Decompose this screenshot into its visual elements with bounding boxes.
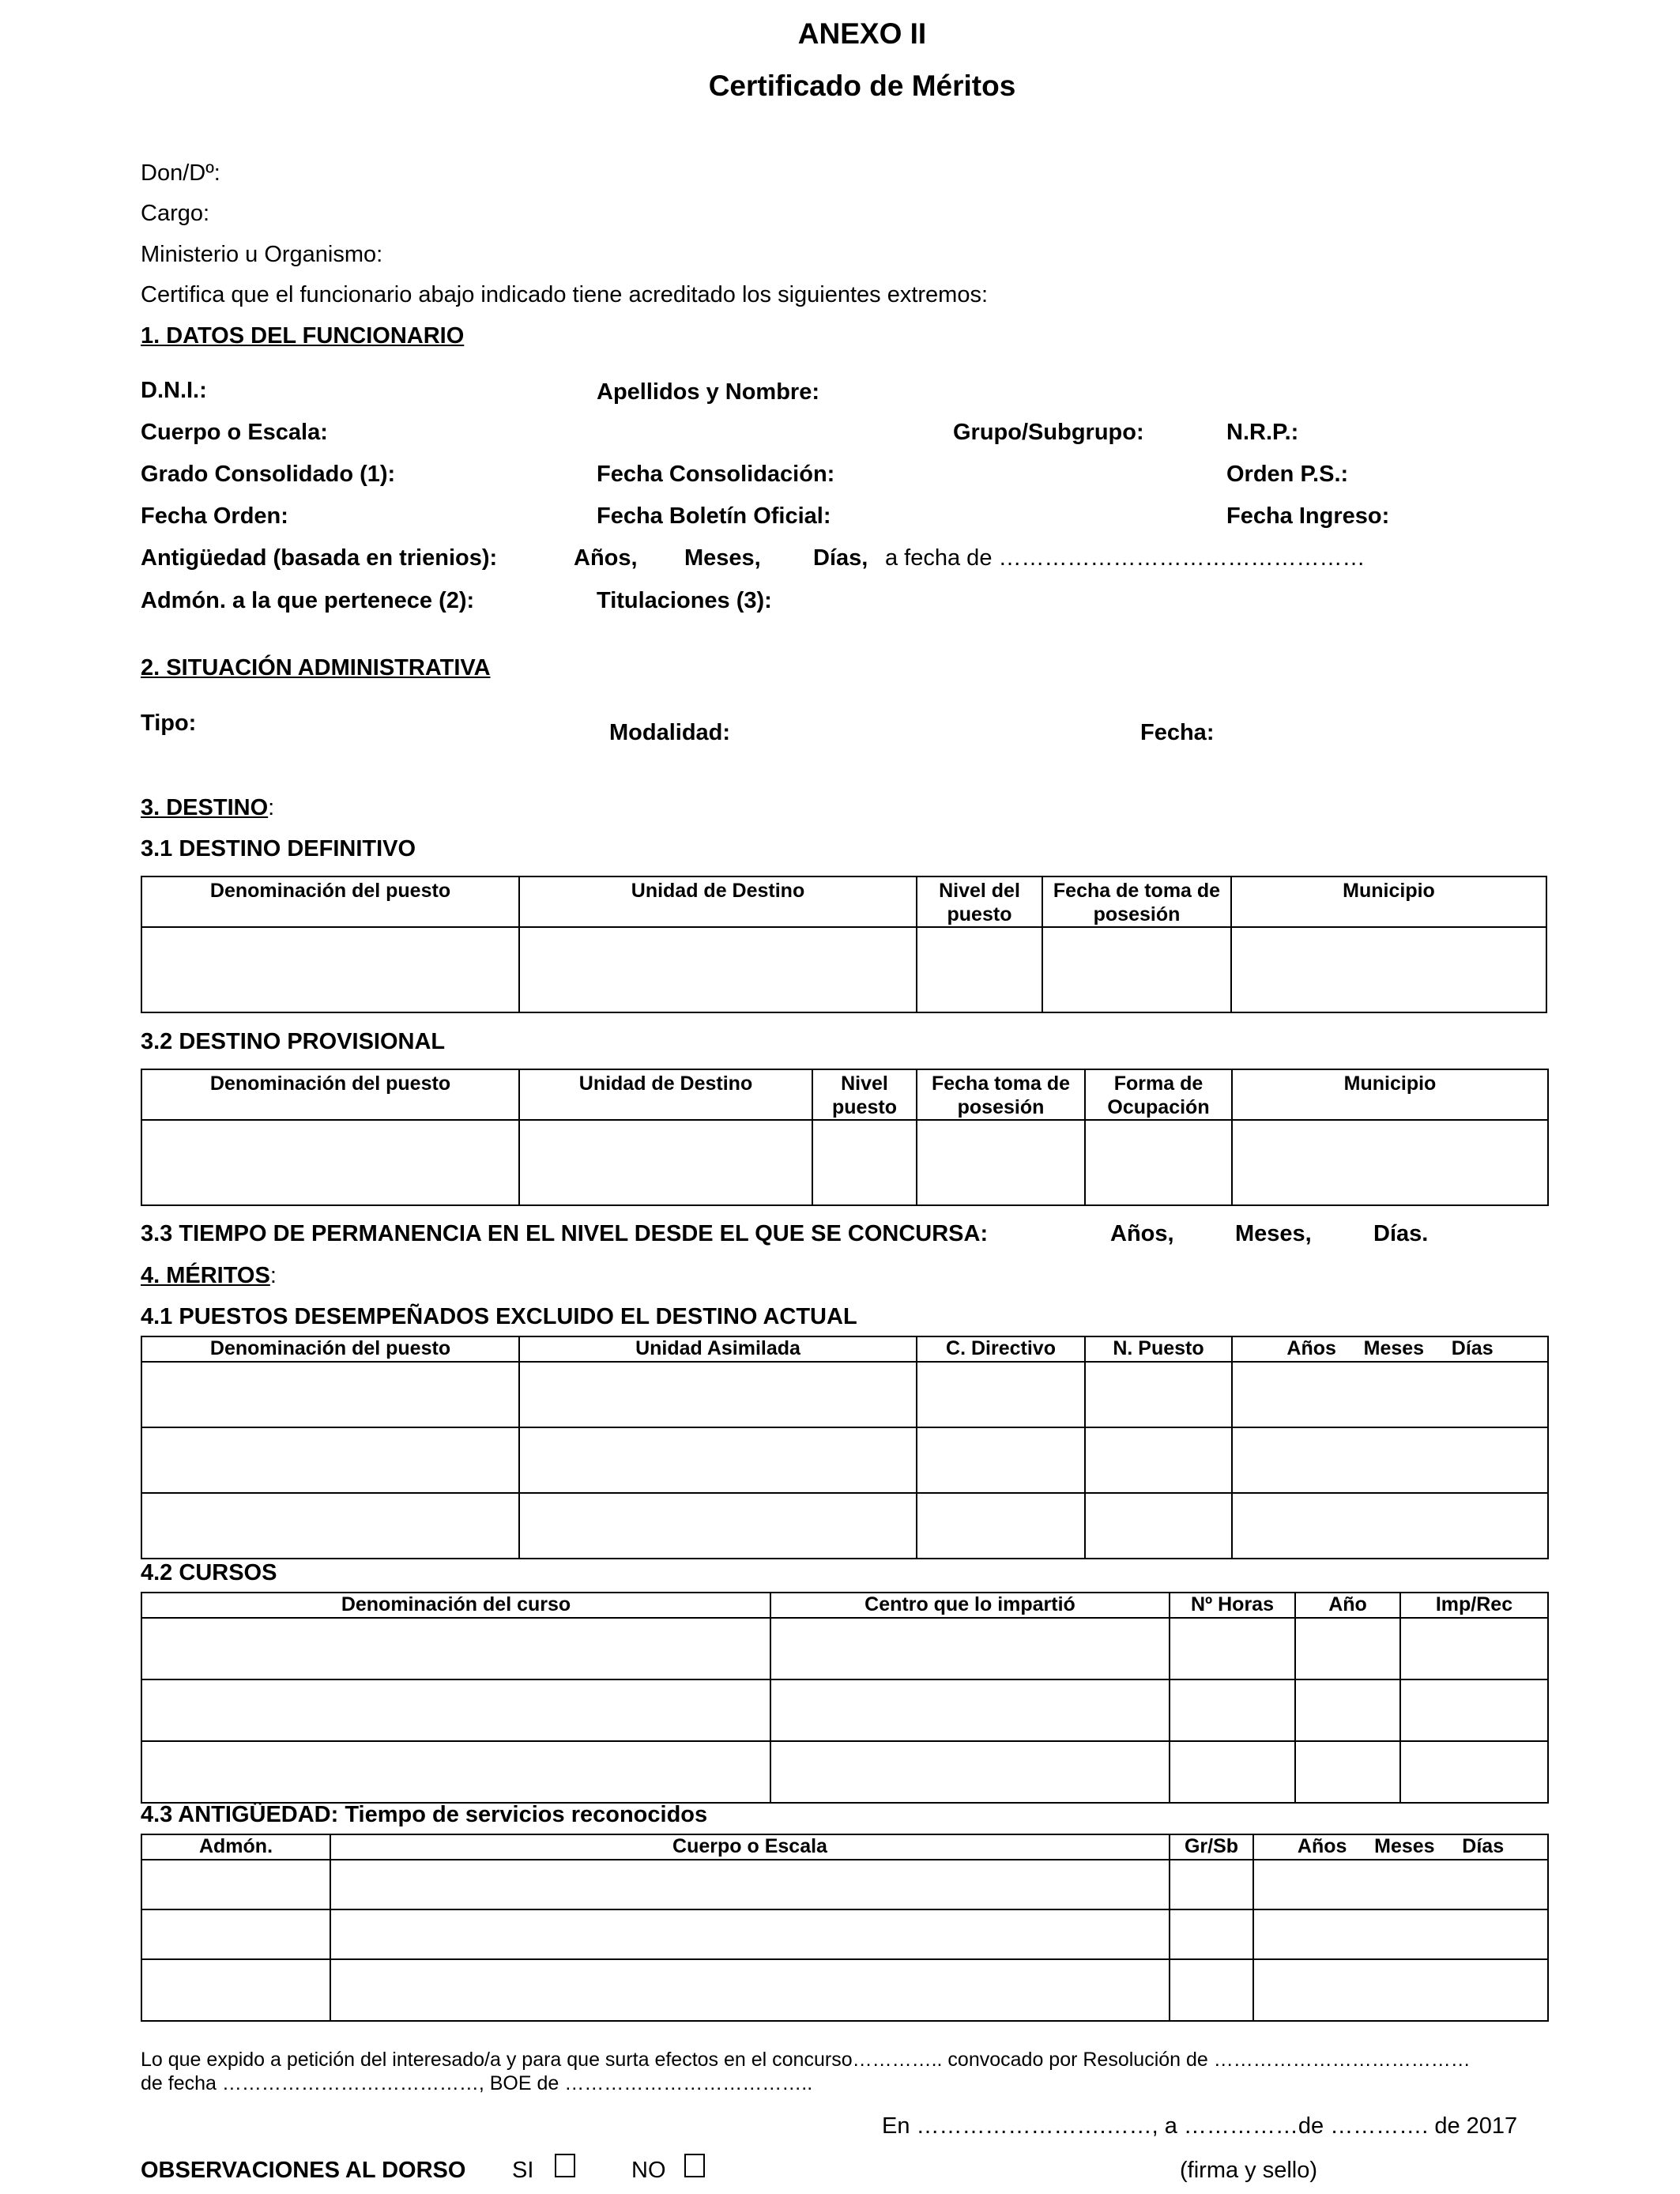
fecha-label: Fecha: (1140, 720, 1215, 745)
table-cell[interactable] (1232, 1362, 1548, 1427)
table-cell[interactable] (141, 1959, 330, 2021)
si-label: SI (512, 2158, 534, 2183)
table-cell[interactable] (141, 1362, 519, 1427)
tipo-label: Tipo: (141, 711, 197, 736)
table-cell[interactable] (1253, 1959, 1548, 2021)
nrp-label: N.R.P.: (1226, 420, 1299, 445)
table-cell[interactable] (1253, 1860, 1548, 1909)
dni-label: D.N.I.: (141, 378, 207, 403)
table-cell[interactable] (1400, 1618, 1548, 1679)
col-unidad-destino: Unidad de Destino (519, 1069, 812, 1120)
antiguedad-table (141, 1834, 1549, 2022)
table-cell[interactable] (1170, 1959, 1253, 2021)
puestos-desempenados-table (141, 1336, 1549, 1559)
table-cell[interactable] (1232, 1120, 1548, 1205)
destino-provisional-table (141, 1069, 1549, 1206)
table-cell[interactable] (770, 1618, 1170, 1679)
document-title: Certificado de Méritos (708, 70, 1016, 102)
table-cell[interactable] (330, 1860, 1170, 1909)
col-gr-sb: Gr/Sb (1170, 1834, 1253, 1860)
table-cell[interactable] (519, 1362, 917, 1427)
table-cell[interactable] (1295, 1618, 1400, 1679)
col-denominacion-curso: Denominación del curso (141, 1593, 770, 1618)
table-cell[interactable] (141, 1679, 770, 1741)
fecha-consolidacion-label: Fecha Consolidación: (597, 462, 835, 487)
col-denominacion: Denominación del puesto (141, 1336, 519, 1362)
col-admon: Admón. (141, 1834, 330, 1860)
a-fecha-de: a fecha de ………………………………………… (885, 545, 1365, 571)
titulaciones-label: Titulaciones (3): (597, 588, 772, 613)
table-row (141, 1909, 1548, 1959)
section-4-2-title: 4.2 CURSOS (141, 1560, 277, 1585)
apellidos-label: Apellidos y Nombre: (597, 379, 819, 405)
col-anos-meses-dias: Años Meses Días (1232, 1336, 1548, 1362)
table-cell[interactable] (1232, 1493, 1548, 1559)
col-ano: Año (1295, 1593, 1400, 1618)
table-cell[interactable] (519, 1493, 917, 1559)
table-cell[interactable] (1400, 1741, 1548, 1803)
table-cell[interactable] (917, 927, 1042, 1012)
table-cell[interactable] (1042, 927, 1231, 1012)
section-2-title: 2. SITUACIÓN ADMINISTRATIVA (141, 655, 491, 680)
table-cell[interactable] (1170, 1618, 1295, 1679)
col-fecha-toma: Fecha de toma de posesión (1042, 876, 1231, 927)
expido-text-line1: Lo que expido a petición del interesado/a y para que surta efectos en el concurso………….. convocado por Resolución de ………………………………… (141, 2049, 1471, 2071)
section-3-title-text: 3. DESTINO (141, 795, 269, 820)
section-4-1-title: 4.1 PUESTOS DESEMPEÑADOS EXCLUIDO EL DESTINO ACTUAL (141, 1304, 857, 1329)
antiguedad-meses: Meses, (684, 545, 761, 571)
table-cell[interactable] (917, 1120, 1085, 1205)
table-cell[interactable] (141, 1909, 330, 1959)
table-row (141, 1618, 1548, 1679)
no-checkbox[interactable] (684, 2154, 705, 2178)
table-row (141, 1493, 1548, 1559)
col-unidad-asimilada: Unidad Asimilada (519, 1336, 917, 1362)
table-cell[interactable] (1295, 1679, 1400, 1741)
table-cell[interactable] (1400, 1679, 1548, 1741)
table-cell[interactable] (1085, 1362, 1232, 1427)
section-3-3-title: 3.3 TIEMPO DE PERMANENCIA EN EL NIVEL DESDE EL QUE SE CONCURSA: (141, 1221, 989, 1246)
grupo-label: Grupo/Subgrupo: (953, 420, 1144, 445)
section-3-title (141, 795, 274, 821)
col-anos-meses-dias: Años Meses Días (1253, 1834, 1548, 1860)
table-cell[interactable] (141, 1860, 330, 1909)
permanencia-dias: Días. (1373, 1221, 1429, 1246)
section-4-colon: : (269, 1263, 277, 1288)
table-cell[interactable] (1253, 1909, 1548, 1959)
table-cell[interactable] (141, 1120, 519, 1205)
table-cell[interactable] (917, 1427, 1085, 1493)
col-horas: Nº Horas (1170, 1593, 1295, 1618)
table-cell[interactable] (1170, 1741, 1295, 1803)
col-n-puesto: N. Puesto (1085, 1336, 1232, 1362)
table-row (141, 1427, 1548, 1493)
table-row (141, 1860, 1548, 1909)
certifica-text: Certifica que el funcionario abajo indicado tiene acreditado los siguientes extremos: (141, 282, 989, 307)
table-cell[interactable] (1085, 1427, 1232, 1493)
table-cell[interactable] (141, 1427, 519, 1493)
destino-definitivo-table (141, 876, 1547, 1013)
col-nivel: Nivel puesto (812, 1069, 917, 1120)
fecha-boletin-label: Fecha Boletín Oficial: (597, 503, 831, 529)
table-cell[interactable] (812, 1120, 917, 1205)
antiguedad-label: Antigüedad (basada en trienios): (141, 545, 498, 571)
antiguedad-anos: Años, (574, 545, 638, 571)
col-fecha-toma: Fecha toma de posesión (917, 1069, 1085, 1120)
table-cell[interactable] (1170, 1860, 1253, 1909)
col-forma-ocupacion: Forma de Ocupación (1085, 1069, 1232, 1120)
table-cell[interactable] (141, 1741, 770, 1803)
col-denominacion: Denominación del puesto (141, 876, 519, 927)
table-row (141, 1679, 1548, 1741)
col-municipio: Municipio (1232, 1069, 1548, 1120)
table-cell[interactable] (519, 927, 917, 1012)
table-cell[interactable] (770, 1679, 1170, 1741)
table-cell[interactable] (1170, 1679, 1295, 1741)
section-4-3-title-rest: : Tiempo de servicios reconocidos (330, 1802, 708, 1827)
col-denominacion: Denominación del puesto (141, 1069, 519, 1120)
si-checkbox[interactable] (555, 2154, 575, 2178)
fecha-ingreso-label: Fecha Ingreso: (1226, 503, 1390, 529)
observaciones-label: OBSERVACIONES AL DORSO (141, 2158, 466, 2183)
table-cell[interactable] (519, 1120, 812, 1205)
section-4-3-title-bold: 4.3 ANTIGÜEDAD (141, 1802, 331, 1827)
fecha-orden-label: Fecha Orden: (141, 503, 288, 529)
table-cell[interactable] (330, 1909, 1170, 1959)
table-cell[interactable] (770, 1741, 1170, 1803)
lugar-fecha: En …………………….……, a ……………de …………. de 2017 (882, 2113, 1518, 2139)
cursos-table (141, 1592, 1549, 1804)
section-1-title: 1. DATOS DEL FUNCIONARIO (141, 323, 465, 349)
table-cell[interactable] (330, 1959, 1170, 2021)
permanencia-meses: Meses, (1235, 1221, 1312, 1246)
expido-text-line2: de fecha …………………………………, BOE de ……………………………….. (141, 2072, 813, 2094)
table-row (141, 927, 1546, 1012)
col-cuerpo-escala: Cuerpo o Escala (330, 1834, 1170, 1860)
table-row (141, 1120, 1548, 1205)
table-cell[interactable] (1085, 1493, 1232, 1559)
antiguedad-dias: Días, (813, 545, 868, 571)
section-3-colon: : (268, 795, 275, 820)
table-cell[interactable] (141, 927, 519, 1012)
table-cell[interactable] (141, 1493, 519, 1559)
col-imp-rec: Imp/Rec (1400, 1593, 1548, 1618)
annex-title: ANEXO II (797, 17, 927, 50)
col-municipio: Municipio (1231, 876, 1546, 927)
ministerio-label: Ministerio u Organismo: (141, 242, 383, 267)
cuerpo-label: Cuerpo o Escala: (141, 420, 328, 445)
permanencia-anos: Años, (1110, 1221, 1174, 1246)
table-cell[interactable] (1085, 1120, 1232, 1205)
col-c-directivo: C. Directivo (917, 1336, 1085, 1362)
table-cell[interactable] (141, 1618, 770, 1679)
section-4-3-title (141, 1802, 707, 1828)
col-unidad-destino: Unidad de Destino (519, 876, 917, 927)
grado-label: Grado Consolidado (1): (141, 462, 396, 487)
table-cell[interactable] (917, 1362, 1085, 1427)
table-cell[interactable] (1232, 1427, 1548, 1493)
section-4-title-text: 4. MÉRITOS (141, 1263, 270, 1288)
table-row (141, 1362, 1548, 1427)
don-label: Don/Dº: (141, 160, 220, 186)
table-cell[interactable] (1170, 1909, 1253, 1959)
cargo-label: Cargo: (141, 201, 210, 226)
orden-ps-label: Orden P.S.: (1226, 462, 1349, 487)
modalidad-label: Modalidad: (609, 720, 731, 745)
table-row (141, 1959, 1548, 2021)
section-3-1-title: 3.1 DESTINO DEFINITIVO (141, 836, 416, 861)
section-4-title (141, 1263, 277, 1289)
col-centro: Centro que lo impartió (770, 1593, 1170, 1618)
table-cell[interactable] (1295, 1741, 1400, 1803)
table-cell[interactable] (917, 1493, 1085, 1559)
table-cell[interactable] (1231, 927, 1546, 1012)
table-row (141, 1741, 1548, 1803)
no-label: NO (631, 2158, 666, 2183)
section-3-2-title: 3.2 DESTINO PROVISIONAL (141, 1029, 446, 1054)
firma-sello: (firma y sello) (1180, 2158, 1318, 2183)
table-cell[interactable] (519, 1427, 917, 1493)
admon-label: Admón. a la que pertenece (2): (141, 588, 475, 613)
col-nivel: Nivel del puesto (917, 876, 1042, 927)
